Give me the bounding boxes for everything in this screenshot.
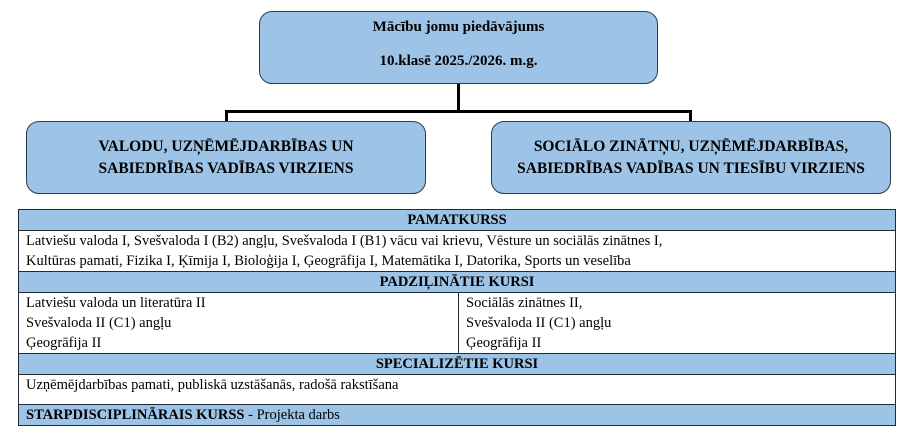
direction-right-line-2: SABIEDRĪBAS VADĪBAS UN TIESĪBU VIRZIENS <box>517 159 865 177</box>
direction-left-line-2: SABIEDRĪBAS VADĪBAS VIRZIENS <box>98 159 354 177</box>
specializetie-content: Uzņēmējdarbības pamati, publiskā uzstāšanās, radošā rakstīšana <box>19 375 896 405</box>
direction-box-languages <box>26 121 426 194</box>
direction-right-line-1: SOCIĀLO ZINĀTŅU, UZŅĒMĒJDARBĪBAS, <box>533 137 849 155</box>
padzilinatie-right-item: Sociālās zinātnes II, <box>466 295 583 311</box>
pamatkurss-line-1: Latviešu valoda I, Svešvaloda I (B2) angļu, Svešvaloda I (B1) vācu vai krievu, Vēsture un sociālās zinātnes I, <box>26 233 663 249</box>
padzilinatie-header: PADZIĻINĀTIE KURSI <box>19 272 896 293</box>
connector-horizontal <box>225 110 692 113</box>
padzilinatie-right-cell <box>459 293 896 354</box>
pamatkurss-header: PAMATKURSS <box>19 210 896 231</box>
pamatkurss-content <box>19 231 896 272</box>
starpdisciplinarais-row <box>19 405 896 426</box>
direction-box-social-sciences <box>491 121 891 194</box>
padzilinatie-left-item: Svešvaloda II (C1) angļu <box>26 315 172 331</box>
connector-left-drop <box>225 110 228 121</box>
padzilinatie-right-item: Ģeogrāfija II <box>466 335 542 351</box>
starpdisciplinarais-value: Projekta darbs <box>256 407 340 423</box>
padzilinatie-left-item: Ģeogrāfija II <box>26 335 102 351</box>
padzilinatie-left-cell <box>19 293 459 354</box>
starpdisciplinarais-separator: - <box>244 407 257 423</box>
starpdisciplinarais-label: STARPDISCIPLINĀRAIS KURSS <box>26 407 245 423</box>
connector-vertical <box>457 84 460 111</box>
table-row <box>19 375 896 405</box>
title-line-2: 10.klasē 2025./2026. m.g. <box>379 53 538 69</box>
connector-right-drop <box>689 110 692 121</box>
title-box <box>259 11 658 84</box>
table-row <box>19 405 896 426</box>
title-line-1: Mācību jomu piedāvājums <box>372 19 545 35</box>
direction-left-line-1: VALODU, UZŅĒMĒJDARBĪBAS UN <box>98 137 354 155</box>
table-row <box>19 231 896 272</box>
table-row <box>19 354 896 375</box>
table-row <box>19 293 896 354</box>
specializetie-header: SPECIALIZĒTIE KURSI <box>19 354 896 375</box>
padzilinatie-left-item: Latviešu valoda un literatūra II <box>26 295 206 311</box>
padzilinatie-right-item: Svešvaloda II (C1) angļu <box>466 315 612 331</box>
pamatkurss-line-2: Kultūras pamati, Fizika I, Ķīmija I, Bioloģija I, Ģeogrāfija I, Matemātika I, Datorika, Sports un veselība <box>26 253 631 269</box>
table-row <box>19 272 896 293</box>
table-row <box>19 210 896 231</box>
curriculum-table <box>18 209 896 426</box>
